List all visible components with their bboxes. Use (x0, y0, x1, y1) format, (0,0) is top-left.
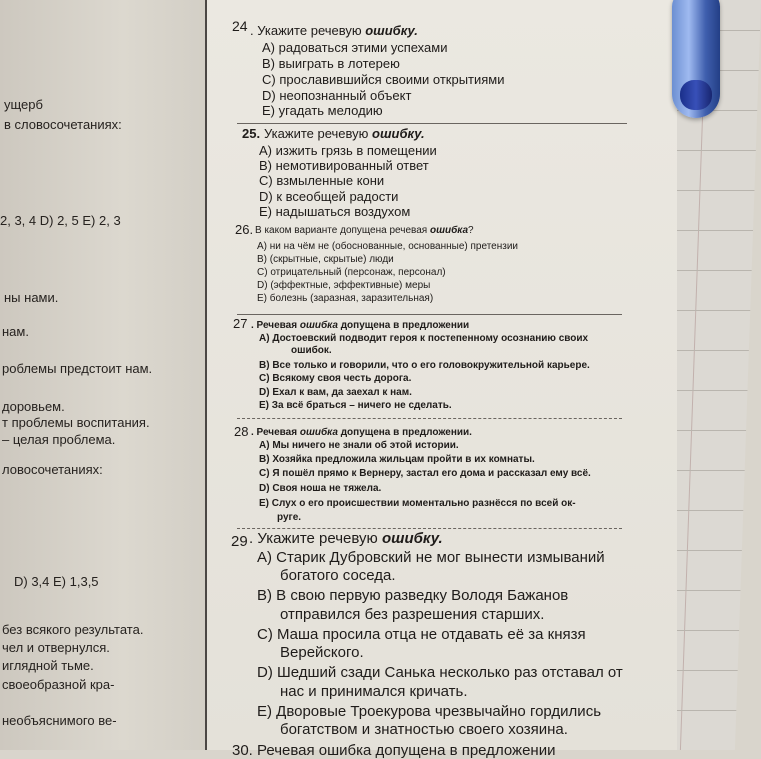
left-text-line: т проблемы воспитания. (2, 415, 150, 430)
option-b: B) Хозяйка предложила жильцам пройти в их комнаты. (259, 454, 535, 465)
left-text-line: своеобразной кра- (2, 677, 115, 692)
option-d: D) Своя ноша не тяжела. (259, 483, 382, 494)
separator (237, 123, 627, 124)
option-a: A) радоваться этими успехами (262, 40, 448, 55)
option-a: A) изжить грязь в помещении (259, 143, 437, 158)
option-a: A) ни на чём не (обоснованные, основанные) претензии (257, 241, 519, 252)
separator (237, 314, 622, 315)
left-text-line: чел и отвернулся. (2, 640, 110, 655)
option-a-continued: богатого соседа. (280, 567, 396, 584)
left-text-line: роблемы предстоит нам. (2, 361, 153, 376)
option-a-continued: ошибок. (291, 345, 332, 356)
option-b: B) выиграть в лотерею (262, 56, 400, 71)
option-a: A) Старик Дубровский не мог вынести измываний (257, 549, 605, 566)
question-title: . Речевая ошибка допущена в предложении. (251, 427, 472, 438)
left-text-line: нам. (2, 324, 29, 339)
option-b: B) Все только и говорили, что о его головокружительной карьере. (259, 360, 590, 371)
option-c: C) Я пошёл прямо к Вернеру, застал его дома и рассказал ему всё. (259, 468, 591, 479)
question-30-partial: 30. Речевая ошибка допущена в предложении (232, 742, 556, 759)
option-e: E) За всё браться – ничего не сделать. (259, 400, 452, 411)
left-text-line: доровьем. (2, 399, 65, 414)
left-text-line: 2, 3, 4 D) 2, 5 E) 2, 3 (0, 213, 121, 228)
option-e-continued: богатством и знатностью своего хозяина. (280, 721, 568, 738)
left-text-line: без всякого результата. (2, 622, 144, 637)
left-text-line: ны нами. (4, 290, 59, 305)
pen-cap (680, 80, 712, 110)
option-b-continued: отправился без разрешения старших. (280, 606, 545, 623)
option-b: B) немотивированный ответ (259, 158, 429, 173)
question-title: . Речевая ошибка допущена в предложении (251, 320, 470, 331)
question-number: 24 (232, 18, 248, 34)
left-page (0, 0, 205, 750)
option-e-continued: руге. (277, 512, 302, 523)
option-c: C) прославившийся своими открытиями (262, 72, 505, 87)
option-e: E) болезнь (заразная, заразительная) (257, 293, 434, 304)
question-title: Укажите речевую ошибку. (264, 126, 425, 141)
option-b: B) В свою первую разведку Володя Бажанов (257, 587, 569, 604)
option-e: E) надышаться воздухом (259, 204, 411, 219)
center-page (205, 0, 677, 759)
option-e: E) угадать мелодию (262, 103, 383, 118)
left-text-line: в словосочетаниях: (4, 117, 122, 132)
option-a: A) Достоевский подводит героя к постепенному осознанию своих (259, 333, 589, 344)
left-text-line: иглядной тьме. (2, 658, 94, 673)
question-number: 26. (235, 222, 254, 237)
option-d: D) неопознанный объект (262, 88, 412, 103)
left-text-line: необъяснимого ве- (2, 713, 117, 728)
option-d-continued: нас и принимался кричать. (280, 683, 468, 700)
option-e: E) Дворовые Троекурова чрезвычайно гордились (257, 703, 602, 720)
left-text-line: – целая проблема. (2, 432, 116, 447)
separator (237, 418, 622, 419)
option-d: D) к всеобщей радости (259, 189, 399, 204)
question-title: . Укажите речевую ошибку. (250, 23, 418, 38)
question-number: 27 (233, 316, 248, 331)
option-a: A) Мы ничего не знали об этой истории. (259, 440, 459, 451)
option-c: C) отрицательный (персонаж, персонал) (257, 267, 446, 278)
separator (237, 528, 622, 529)
option-c: C) взмыленные кони (259, 173, 385, 188)
question-title: В каком варианте допущена речевая ошибка? (255, 225, 474, 236)
question-number: 25. (242, 126, 261, 141)
option-c-continued: Верейского. (280, 644, 364, 661)
option-c: C) Всякому своя честь дорога. (259, 373, 412, 384)
pen-icon (672, 0, 720, 118)
question-number: 29 (231, 533, 248, 550)
left-text-line: ловосочетаниях: (2, 462, 103, 477)
option-d: D) Шедший сзади Санька несколько раз отставал от (257, 664, 623, 681)
option-d: D) (эффектные, эффективные) меры (257, 280, 431, 291)
option-b: B) (скрытные, скрытые) люди (257, 254, 394, 265)
left-text-line: D) 3,4 E) 1,3,5 (14, 574, 99, 589)
left-text-line: ущерб (4, 97, 43, 112)
option-c: C) Маша просила отца не отдавать её за князя (257, 626, 586, 643)
option-e: E) Слух о его происшествии моментально разнёсся по всей ок- (259, 498, 576, 509)
option-d: D) Ехал к вам, да заехал к нам. (259, 387, 412, 398)
question-number: 28 (234, 424, 249, 439)
question-title: . Укажите речевую ошибку. (249, 530, 443, 547)
